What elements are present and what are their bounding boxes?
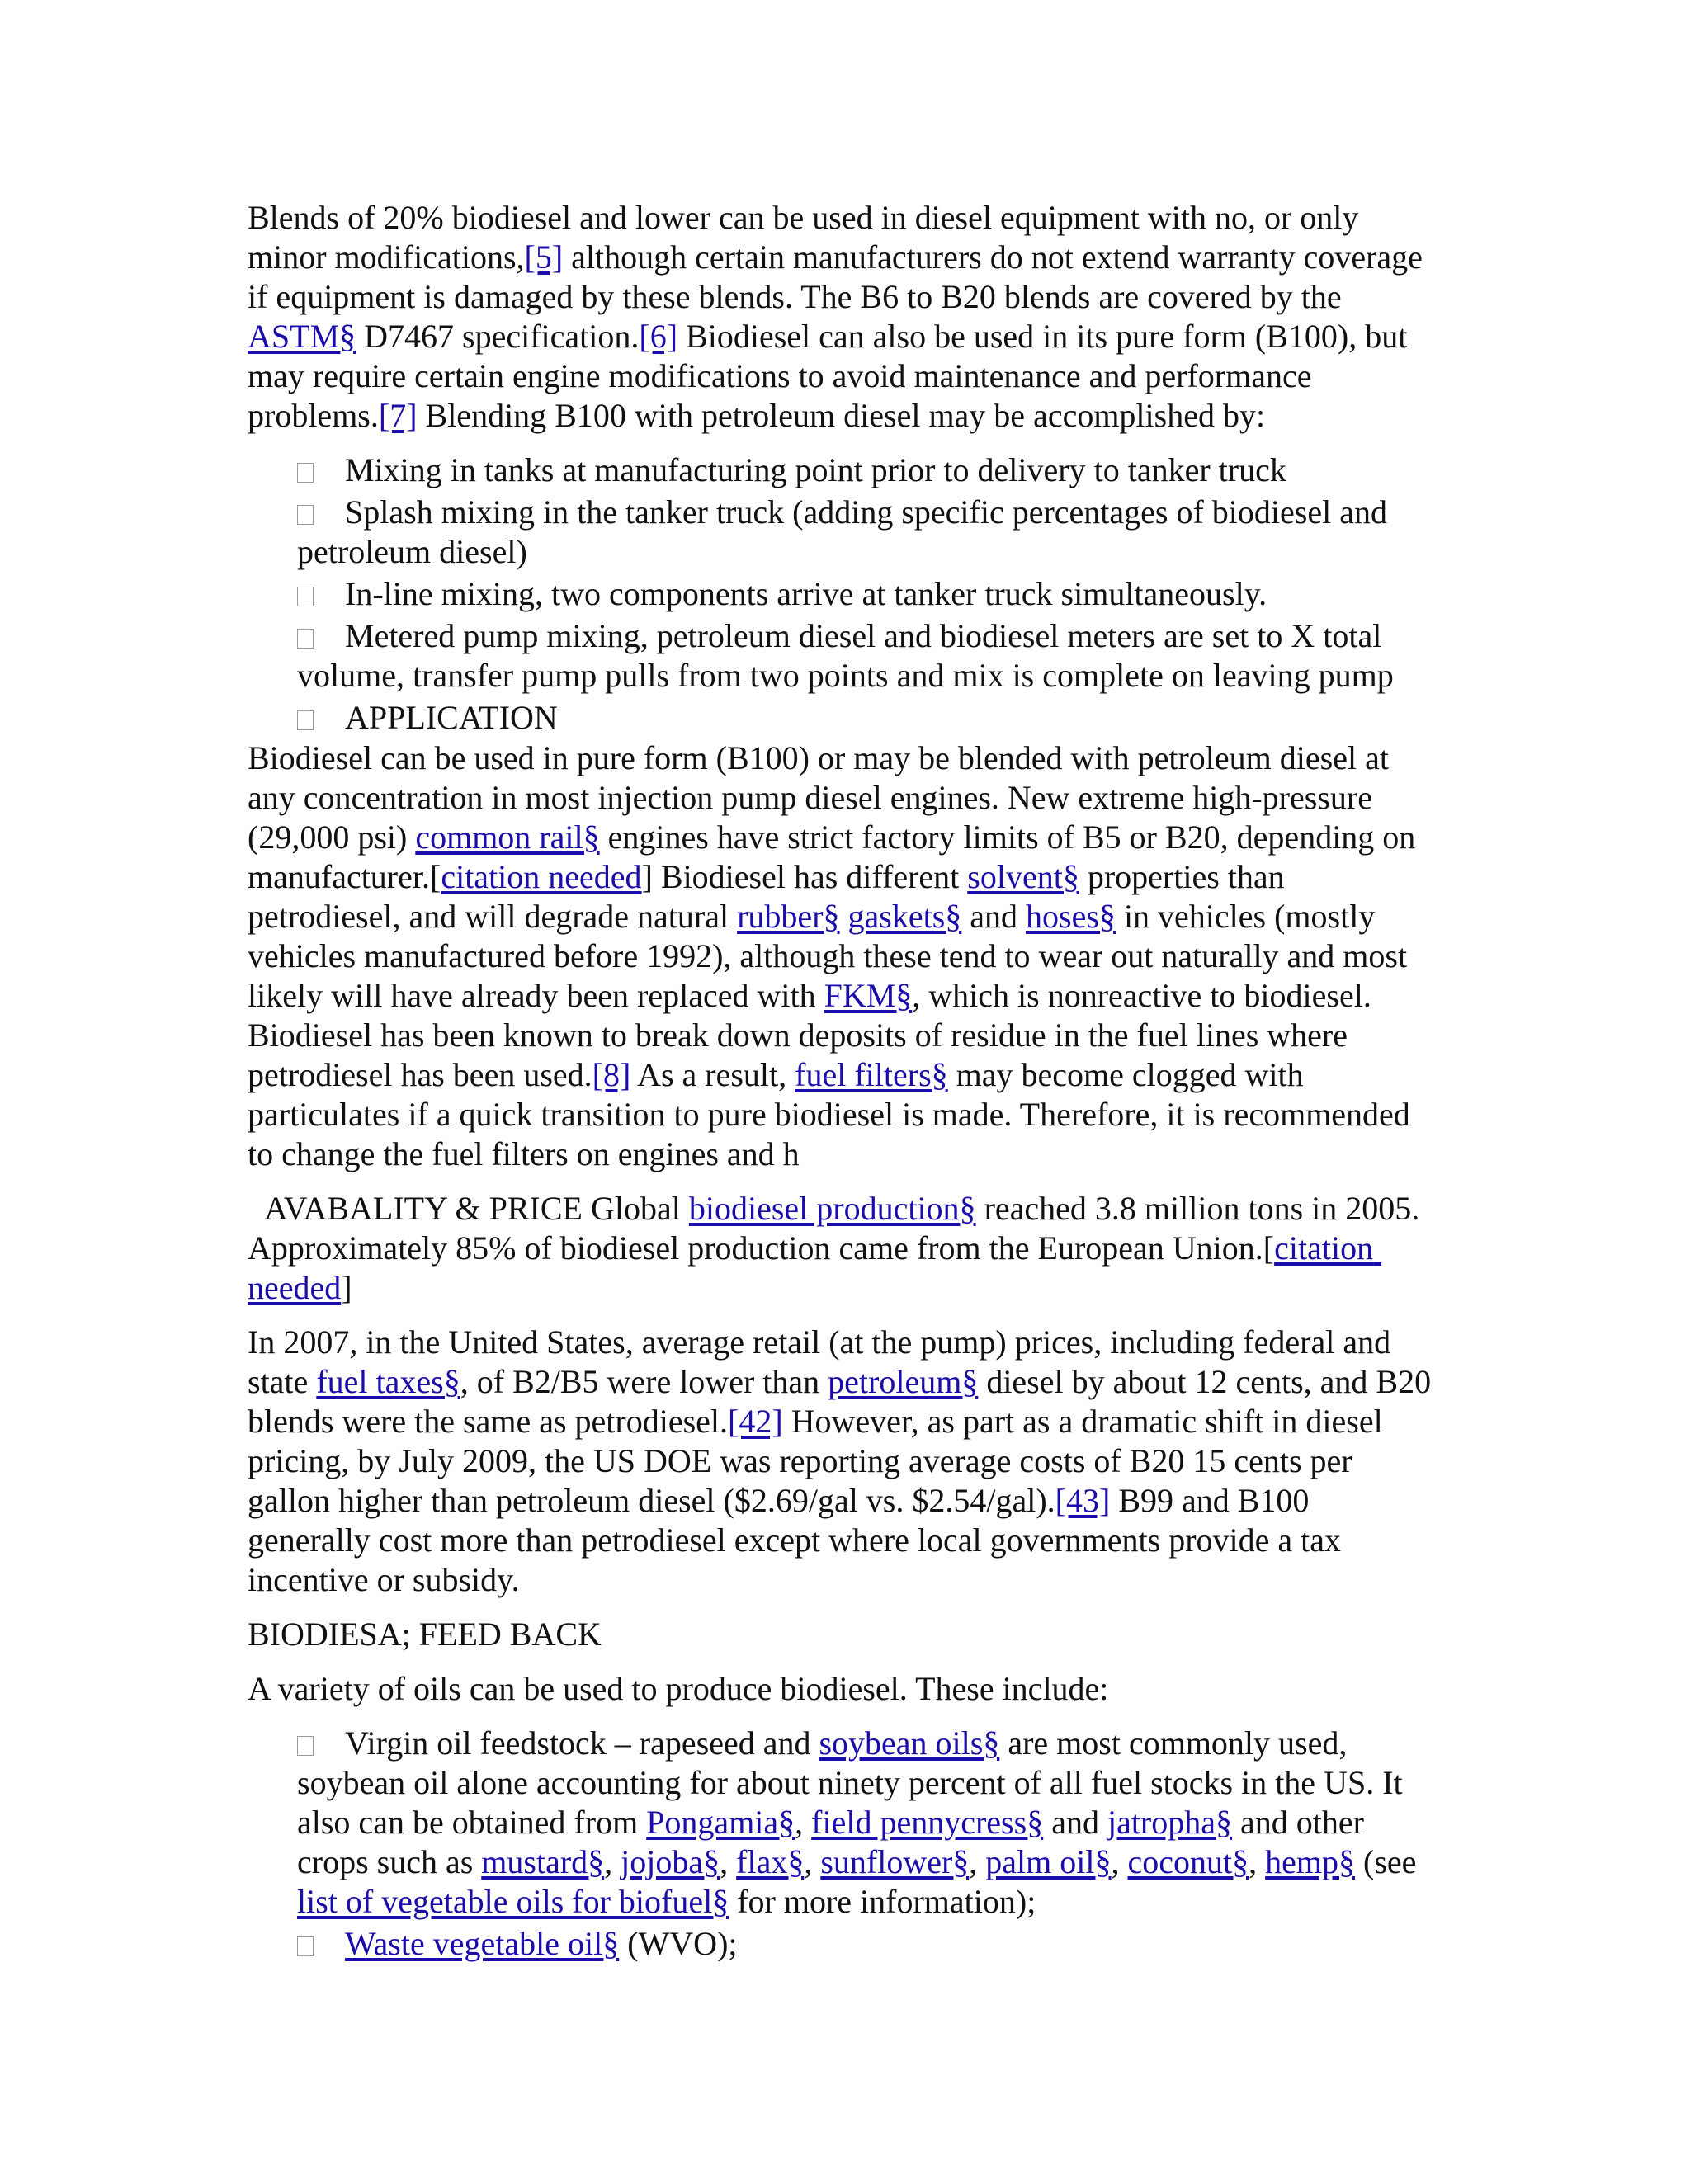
text: In 2007, in the United States, average retail (at the pump) prices, including federal and state xyxy=(248,1323,1391,1400)
text: , xyxy=(804,1843,821,1880)
list-item xyxy=(297,450,1434,490)
list-item-text: Metered pump mixing, petroleum diesel and biodiesel meters are set to X total volume, transfer pump pulls from two points and mix is complete on leaving pump xyxy=(297,617,1394,694)
text: and xyxy=(1043,1804,1107,1841)
common-rail-link[interactable]: common rail§ xyxy=(415,818,600,856)
text: , which is nonreactive to biodiesel. Biodiesel has been known to break down deposits of residue in the fuel lines where petrodiesel has been used. xyxy=(248,977,1371,1093)
jojoba-link[interactable]: jojoba§ xyxy=(621,1843,720,1880)
text: in vehicles (mostly vehicles manufactured before 1992), although these tend to wear out naturally and most likely will have already been replaced with xyxy=(248,898,1408,1014)
text: As a result, xyxy=(630,1056,795,1093)
text: for more information); xyxy=(729,1883,1036,1920)
text: reached 3.8 million tons in 2005. Approximately 85% of biodiesel production came from the European Union.[ xyxy=(248,1190,1427,1267)
hoses-link[interactable]: hoses§ xyxy=(1026,898,1116,935)
text: and xyxy=(961,898,1027,935)
jatropha-link[interactable]: jatropha§ xyxy=(1107,1804,1233,1841)
ref-link-43[interactable]: [43] xyxy=(1055,1482,1111,1519)
text: D7467 specification. xyxy=(356,318,640,355)
text: ] Biodiesel has different xyxy=(641,858,968,895)
list-item xyxy=(297,574,1434,614)
text: , xyxy=(604,1843,621,1880)
blending-methods-list xyxy=(248,450,1434,738)
hemp-link[interactable]: hemp§ xyxy=(1265,1843,1356,1880)
gaskets-link[interactable]: gaskets§ xyxy=(847,898,962,935)
vegetable-oils-list-link[interactable]: list of vegetable oils for biofuel§ xyxy=(297,1883,729,1920)
ref-link-6[interactable]: [6] xyxy=(639,318,678,355)
section-heading: BIODIESA; FEED BACK xyxy=(248,1616,602,1653)
text: Blends of 20% biodiesel and lower can be used in diesel equipment with no, or only minor modifications, xyxy=(248,199,1359,276)
bullet-box-icon xyxy=(297,710,314,730)
paragraph-blends xyxy=(248,198,1434,436)
ref-link-7[interactable]: [7] xyxy=(378,397,418,434)
petroleum-link[interactable]: petroleum§ xyxy=(828,1363,979,1400)
list-item xyxy=(297,616,1434,696)
citation-needed-link[interactable]: citation needed xyxy=(441,858,642,895)
list-item-text: APPLICATION xyxy=(345,699,558,736)
text: , of B2/B5 were lower than xyxy=(460,1363,828,1400)
text: ] xyxy=(341,1269,352,1306)
text: However, as part as a dramatic shift in diesel pricing, by July 2009, the US DOE was reporting average costs of B20 15 cents per gallon higher than petroleum diesel ($2.69/gal vs. $2.54/gal). xyxy=(248,1403,1383,1519)
list-item xyxy=(297,698,1434,738)
paragraph-prices xyxy=(248,1323,1434,1600)
text: (see xyxy=(1355,1843,1417,1880)
list-item xyxy=(297,1724,1434,1922)
text: B99 and B100 generally cost more than petrodiesel except where local governments provide a tax incentive or subsidy. xyxy=(248,1482,1342,1598)
list-item-text: In-line mixing, two components arrive at tanker truck simultaneously. xyxy=(345,575,1268,612)
text: , xyxy=(969,1843,986,1880)
paragraph-availability xyxy=(248,1189,1434,1308)
text: Biodiesel can also be used in its pure form (B100), but may require certain engine modifications to avoid maintenance and performance problems. xyxy=(248,318,1408,434)
text xyxy=(840,898,848,935)
citation-needed-link[interactable]: citation needed xyxy=(248,1229,1382,1306)
bullet-box-icon xyxy=(297,1736,314,1756)
bullet-box-icon xyxy=(297,463,314,483)
text: , xyxy=(1249,1843,1266,1880)
text: although certain manufacturers do not extend warranty coverage if equipment is damaged by these blends. The B6 to B20 blends are covered by the xyxy=(248,238,1423,315)
fkm-link[interactable]: FKM§ xyxy=(824,977,913,1014)
fuel-taxes-link[interactable]: fuel taxes§ xyxy=(316,1363,460,1400)
text: Blending B100 with petroleum diesel may be accomplished by: xyxy=(417,397,1266,434)
bullet-box-icon xyxy=(297,587,314,606)
field-pennycress-link[interactable]: field pennycress§ xyxy=(811,1804,1044,1841)
list-item-text: Splash mixing in the tanker truck (adding specific percentages of biodiesel and petroleum diesel) xyxy=(297,493,1387,570)
text: diesel by about 12 cents, and B20 blends were the same as petrodiesel. xyxy=(248,1363,1432,1440)
text: Virgin oil feedstock – rapeseed and xyxy=(345,1724,819,1762)
list-item xyxy=(297,1924,1434,1964)
sunflower-link[interactable]: sunflower§ xyxy=(820,1843,970,1880)
text: (WVO); xyxy=(619,1925,738,1962)
paragraph-oils-intro: A variety of oils can be used to produce biodiesel. These include: xyxy=(248,1670,1109,1707)
flax-link[interactable]: flax§ xyxy=(736,1843,805,1880)
rubber-link[interactable]: rubber§ xyxy=(737,898,840,935)
biodiesel-production-link[interactable]: biodiesel production§ xyxy=(688,1190,976,1227)
text: and other crops such as xyxy=(297,1804,1364,1880)
text: , xyxy=(720,1843,737,1880)
pongamia-link[interactable]: Pongamia§ xyxy=(646,1804,795,1841)
text: properties than petrodiesel, and will degrade natural xyxy=(248,858,1285,935)
soybean-oils-link[interactable]: soybean oils§ xyxy=(819,1724,1000,1762)
list-item-text: Mixing in tanks at manufacturing point prior to delivery to tanker truck xyxy=(345,451,1286,488)
list-item xyxy=(297,493,1434,572)
fuel-filters-link[interactable]: fuel filters§ xyxy=(795,1056,948,1093)
ref-link-42[interactable]: [42] xyxy=(728,1403,783,1440)
bullet-box-icon xyxy=(297,629,314,649)
text: are most commonly used, soybean oil alone accounting for about ninety percent of all fuel stocks in the US. It also can be obtained from xyxy=(297,1724,1403,1841)
text: engines have strict factory limits of B5 or B20, depending on manufacturer.[ xyxy=(248,818,1416,895)
paragraph-application xyxy=(248,738,1434,1174)
text: may become clogged with particulates if a quick transition to pure biodiesel is made. Therefore, it is recommended to change the fuel filters on engines and h xyxy=(248,1056,1410,1172)
bullet-box-icon xyxy=(297,505,314,525)
text: Biodiesel can be used in pure form (B100) or may be blended with petroleum diesel at any concentration in most injection pump diesel engines. New extreme high-pressure (29,000 psi) xyxy=(248,739,1389,856)
text: AVABALITY & PRICE Global xyxy=(248,1190,689,1227)
solvent-link[interactable]: solvent§ xyxy=(967,858,1079,895)
text: , xyxy=(795,1804,812,1841)
feedstock-list xyxy=(248,1724,1434,1964)
astm-link[interactable]: ASTM§ xyxy=(248,318,356,355)
ref-link-8[interactable]: [8] xyxy=(592,1056,631,1093)
coconut-link[interactable]: coconut§ xyxy=(1127,1843,1249,1880)
ref-link-5[interactable]: [5] xyxy=(524,238,564,276)
bullet-box-icon xyxy=(297,1936,314,1956)
text: , xyxy=(1111,1843,1128,1880)
waste-vegetable-oil-link[interactable]: Waste vegetable oil§ xyxy=(345,1925,620,1962)
mustard-link[interactable]: mustard§ xyxy=(481,1843,605,1880)
palm-oil-link[interactable]: palm oil§ xyxy=(985,1843,1112,1880)
